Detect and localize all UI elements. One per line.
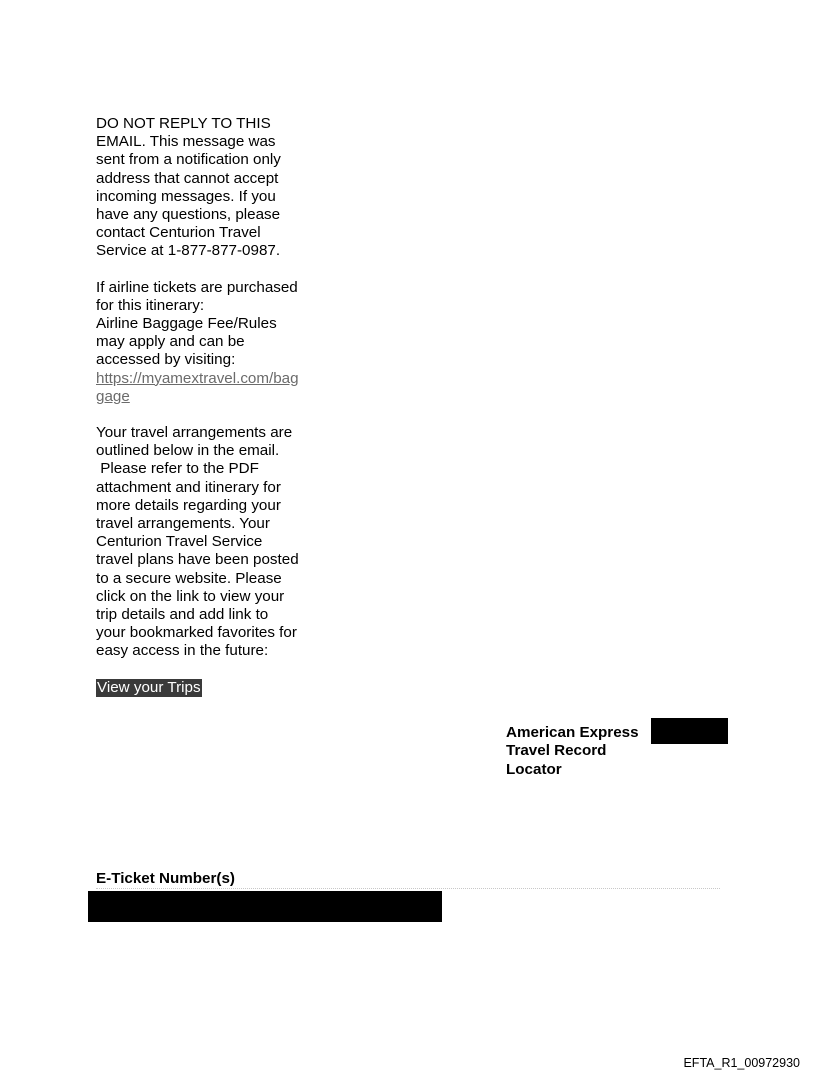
record-locator-label (506, 724, 656, 779)
notice-line: incoming messages. If you (96, 187, 276, 205)
arrangements-line: Please refer to the PDF (96, 460, 259, 478)
notice-line: contact Centurion Travel (96, 224, 261, 242)
arrangements-line: to a secure website. Please (96, 569, 282, 587)
locator-line: Travel Record (506, 742, 607, 760)
arrangements-line: click on the link to view your (96, 587, 285, 605)
notice-line: address that cannot accept (96, 169, 279, 187)
notice-line: DO NOT REPLY TO THIS (96, 115, 271, 132)
arrangements-line: your bookmarked favorites for (96, 624, 297, 642)
email-body (96, 115, 318, 697)
locator-line: Locator (506, 760, 562, 778)
baggage-line: may apply and can be (96, 333, 245, 351)
arrangements-line: outlined below in the email. (96, 442, 280, 460)
arrangements-line: more details regarding your (96, 496, 281, 514)
notice-line: Service at 1-877-877-0987. (96, 242, 281, 260)
baggage-link-part[interactable]: gage (96, 387, 130, 405)
arrangements-line: travel plans have been posted (96, 551, 299, 569)
document-id: EFTA_R1_00972930 (683, 1056, 800, 1070)
notice-line: sent from a notification only (96, 151, 281, 169)
arrangements-line: trip details and add link to (96, 606, 269, 624)
baggage-link[interactable] (96, 370, 299, 405)
arrangements-line: Centurion Travel Service (96, 533, 263, 551)
arrangements-line: Your travel arrangements are (96, 424, 293, 442)
arrangements-text (96, 424, 318, 661)
divider (96, 888, 720, 889)
eticket-heading: E-Ticket Number(s) (96, 870, 235, 887)
baggage-line: for this itinerary: (96, 296, 205, 314)
arrangements-line: attachment and itinerary for (96, 478, 281, 496)
notice-line: EMAIL. This message was (96, 133, 276, 151)
no-reply-notice (96, 115, 318, 261)
redaction-bar-locator (651, 718, 728, 744)
redaction-bar-eticket (88, 891, 442, 922)
notice-line: have any questions, please (96, 206, 281, 224)
baggage-notice (96, 279, 318, 406)
arrangements-line: travel arrangements. Your (96, 515, 270, 533)
baggage-line: accessed by visiting: (96, 351, 236, 369)
baggage-link-part[interactable]: https://myamextravel.com/bag (96, 369, 299, 387)
baggage-line: Airline Baggage Fee/Rules (96, 315, 277, 333)
arrangements-line: easy access in the future: (96, 642, 269, 660)
view-trips-button[interactable]: View your Trips (97, 678, 201, 696)
baggage-line: If airline tickets are purchased (96, 278, 298, 296)
locator-line: American Express (506, 724, 639, 741)
